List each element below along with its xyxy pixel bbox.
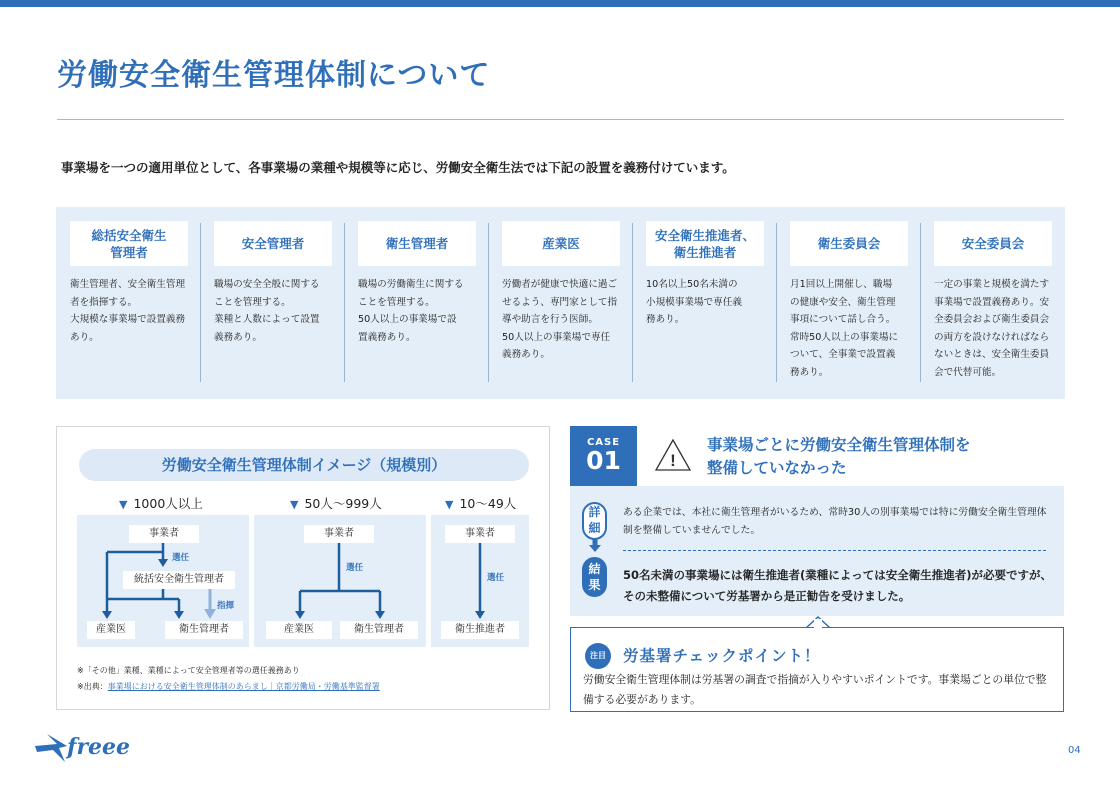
role-name: 安全衛生推進者、 衛生推進者 <box>646 221 764 266</box>
label-appoint: 選任 <box>172 553 190 563</box>
role-name: 総括安全衛生 管理者 <box>70 221 188 266</box>
node-employer: 事業者 <box>304 525 374 543</box>
label-appoint: 選任 <box>487 573 505 583</box>
node-employer: 事業者 <box>445 525 515 543</box>
checkpoint-title: 労基署チェックポイント！ <box>623 647 821 665</box>
divider <box>344 223 345 382</box>
role-name: 産業医 <box>502 221 620 266</box>
label-appoint: 選任 <box>346 563 364 573</box>
checkpoint-box <box>570 627 1064 712</box>
role-card <box>214 221 332 346</box>
result-tag: 結 果 <box>582 557 607 597</box>
freee-logo <box>33 732 133 770</box>
role-name: 安全委員会 <box>934 221 1052 266</box>
node-doctor: 産業医 <box>87 621 135 639</box>
case-header <box>637 426 1064 486</box>
image-panel-title: 労働安全衛生管理体制イメージ（規模別） <box>79 449 529 481</box>
role-name: 安全管理者 <box>214 221 332 266</box>
divider <box>488 223 489 382</box>
node-doctor: 産業医 <box>266 621 332 639</box>
title-divider <box>57 119 1064 120</box>
structure-image-panel <box>56 426 550 710</box>
case-badge: CASE 01 <box>570 426 637 486</box>
divider <box>200 223 201 382</box>
divider <box>632 223 633 382</box>
role-card <box>70 221 188 346</box>
case-panel <box>570 426 1064 616</box>
source-note: ※出典：事業場における安全衛生管理体制のあらまし｜京都労働局・労働基準監督署 <box>77 682 380 691</box>
svg-text:!: ! <box>670 451 676 470</box>
node-hygiene-manager: 衛生管理者 <box>340 621 418 639</box>
detail-tag: 詳 細 <box>582 502 607 540</box>
divider <box>920 223 921 382</box>
role-description: 労働者が健康で快適に過ご せるよう、専門家として指 導や助言を行う医師。 50人以上の事業場で専任 義務あり。 <box>502 279 618 360</box>
size-heading-small: ▼ 10～49人 <box>445 496 517 511</box>
label-direct: 指揮 <box>217 601 235 611</box>
size-heading-large: ▼ 1000人以上 <box>119 496 203 511</box>
page-title: 労働安全衛生管理体制について <box>57 58 491 93</box>
role-name: 衛生委員会 <box>790 221 908 266</box>
role-name: 衛生管理者 <box>358 221 476 266</box>
role-description: 一定の事業と規模を満たす 事業場で設置義務あり。安 全委員会および衛生委員会 の両方を設けなければなら ないときは、安全衛生委員 会で代替可能。 <box>934 279 1050 378</box>
node-promoter: 衛生推進者 <box>441 621 519 639</box>
attention-badge: 注目 <box>585 643 611 669</box>
logo-text: freee <box>67 734 131 760</box>
roles-panel <box>56 207 1065 399</box>
divider <box>776 223 777 382</box>
node-hygiene-manager: 衛生管理者 <box>165 621 243 639</box>
role-description: 職場の労働衛生に関する ことを管理する。 50人以上の事業場で設 置義務あり。 <box>358 279 464 343</box>
size-heading-medium: ▼ 50人～999人 <box>290 496 382 511</box>
case-title: 事業場ごとに労働安全衛生管理体制を 整備していなかった <box>707 436 971 477</box>
role-description: 衛生管理者、安全衛生管理 者を指揮する。 大規模な事業場で設置義務 あり。 <box>70 279 186 343</box>
diagram-large <box>77 515 249 647</box>
arrow-down-icon <box>589 539 601 553</box>
role-description: 月1回以上開催し、職場 の健康や安全、衛生管理 事項について話し合う。 常時50人以上の事業場に ついて、全事業で設置義 務あり。 <box>790 279 899 378</box>
bird-icon <box>33 732 133 766</box>
role-description: 10名以上50名未満の 小規模事業場で専任義 務あり。 <box>646 279 742 325</box>
diagram-small <box>431 515 529 647</box>
top-accent-bar <box>0 0 1120 7</box>
dashed-divider <box>623 550 1046 551</box>
case-detail: ある企業では、本社に衛生管理者がいるため、常時30人の別事業場では特に労働安全衛生管理体制を整備していませんでした。 <box>623 507 1047 536</box>
page-number: 04 <box>1068 745 1081 756</box>
source-link[interactable]: 事業場における安全衛生管理体制のあらまし｜京都労働局・労働基準監督署 <box>107 682 380 691</box>
role-card <box>646 221 764 329</box>
role-card <box>934 221 1052 381</box>
pointer-mask <box>814 619 822 629</box>
role-card <box>502 221 620 364</box>
intro-text: 事業場を一つの適用単位として、各事業場の業種や規模等に応じ、労働安全衛生法では下記の設置を義務付けています。 <box>61 160 735 175</box>
diagram-medium <box>254 515 426 647</box>
checkpoint-text: 労働安全衛生管理体制は労基署の調査で指摘が入りやすいポイントです。事業場ごとの単位で整備する必要があります。 <box>583 673 1047 706</box>
case-result: 50名未満の事業場には衛生推進者(業種によっては安全衛生推進者)が必要ですが、その未整備について労基署から是正勧告を受けました。 <box>623 568 1053 603</box>
role-description: 職場の安全全般に関する ことを管理する。 業種と人数によって設置 義務あり。 <box>214 279 320 343</box>
node-general-manager: 統括安全衛生管理者 <box>123 571 235 589</box>
node-employer: 事業者 <box>129 525 199 543</box>
warning-icon <box>653 436 693 474</box>
footnote: ※「その他」業種、業種によって安全管理者等の選任義務あり <box>77 666 300 675</box>
role-card <box>790 221 908 381</box>
role-card <box>358 221 476 346</box>
